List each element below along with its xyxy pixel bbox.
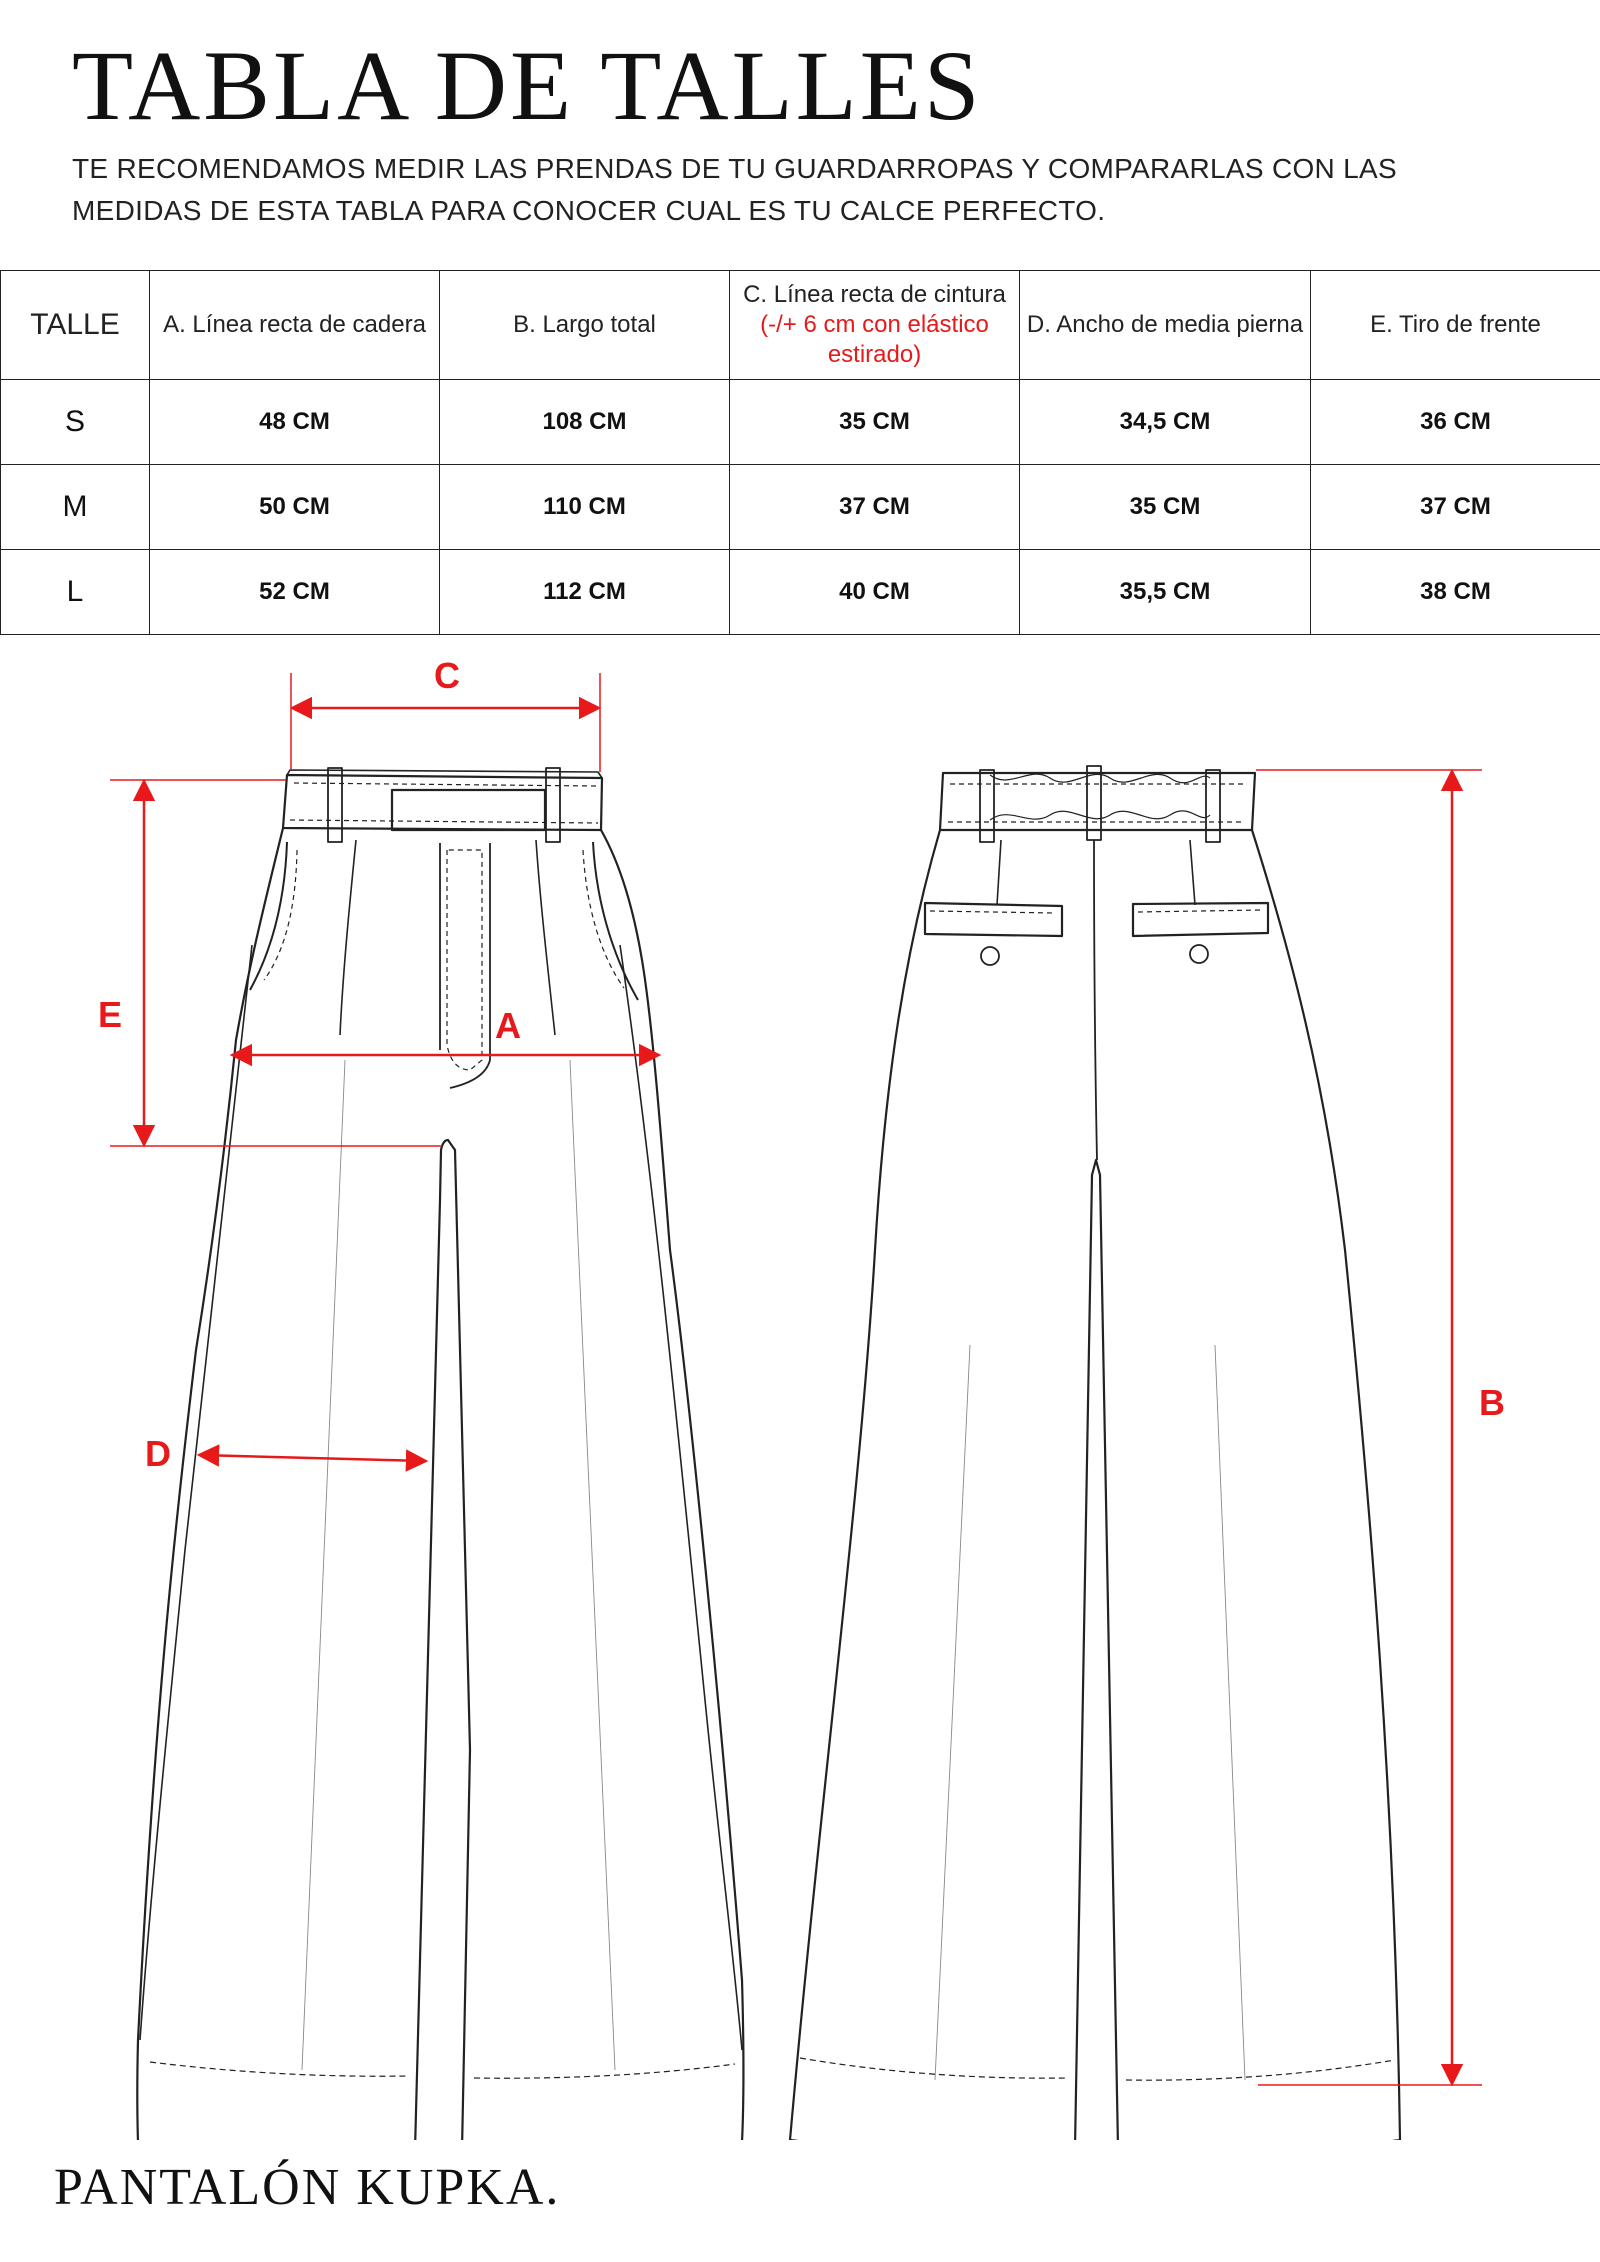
measure-d — [145, 1433, 425, 1474]
header-e: E. Tiro de frente — [1311, 271, 1600, 380]
measure-a — [233, 1005, 658, 1055]
cell-e: 36 CM — [1311, 380, 1600, 465]
measure-c — [291, 655, 600, 772]
cell-a: 48 CM — [150, 380, 440, 465]
cell-c: 37 CM — [730, 465, 1020, 550]
cell-d: 35,5 CM — [1020, 550, 1311, 635]
cell-a: 50 CM — [150, 465, 440, 550]
pants-diagram — [0, 640, 1600, 2140]
cell-c: 40 CM — [730, 550, 1020, 635]
label-e: E — [97, 994, 123, 1035]
cell-c: 35 CM — [730, 380, 1020, 465]
header-d: D. Ancho de media pierna — [1020, 271, 1311, 380]
cell-size: S — [1, 380, 150, 465]
label-d: D — [145, 1433, 171, 1474]
cell-size: M — [1, 465, 150, 550]
pants-back-drawing — [790, 766, 1400, 2140]
measurement-marks — [98, 655, 1505, 2085]
cell-b: 108 CM — [440, 380, 730, 465]
product-name: PANTALÓN KUPKA. — [54, 2159, 561, 2216]
cell-a: 52 CM — [150, 550, 440, 635]
label-c: C — [434, 655, 460, 696]
cell-e: 38 CM — [1311, 550, 1600, 635]
header-b: B. Largo total — [440, 271, 730, 380]
header-c — [730, 271, 1020, 380]
cell-b: 112 CM — [440, 550, 730, 635]
measure-e — [98, 780, 442, 1146]
cell-b: 110 CM — [440, 465, 730, 550]
cell-d: 34,5 CM — [1020, 380, 1311, 465]
label-a: A — [495, 1005, 521, 1046]
intro-text: TE RECOMENDAMOS MEDIR LAS PRENDAS DE TU GUARDARROPAS Y COMPARARLAS CON LAS MEDIDAS DE ESTA TABLA PARA CONOCER CUAL ES TU CALCE PERFECTO. — [72, 153, 1397, 226]
table-row — [1, 550, 1600, 635]
header-a: A. Línea recta de cadera — [150, 271, 440, 380]
header-c-main: C. Línea recta de cintura — [743, 281, 1006, 308]
cell-e: 37 CM — [1311, 465, 1600, 550]
size-table — [0, 270, 1600, 635]
cell-size: L — [1, 550, 150, 635]
table-row — [1, 465, 1600, 550]
cell-d: 35 CM — [1020, 465, 1311, 550]
header-c-note: (-/+ 6 cm con elástico estirado) — [760, 311, 989, 368]
table-row — [1, 380, 1600, 465]
label-b: B — [1479, 1382, 1505, 1423]
page-title: TABLA DE TALLES — [72, 30, 983, 141]
measure-b — [1256, 770, 1505, 2085]
size-table-header-row — [1, 271, 1600, 380]
header-talle: TALLE — [1, 271, 150, 380]
pants-front-drawing — [137, 768, 743, 2140]
